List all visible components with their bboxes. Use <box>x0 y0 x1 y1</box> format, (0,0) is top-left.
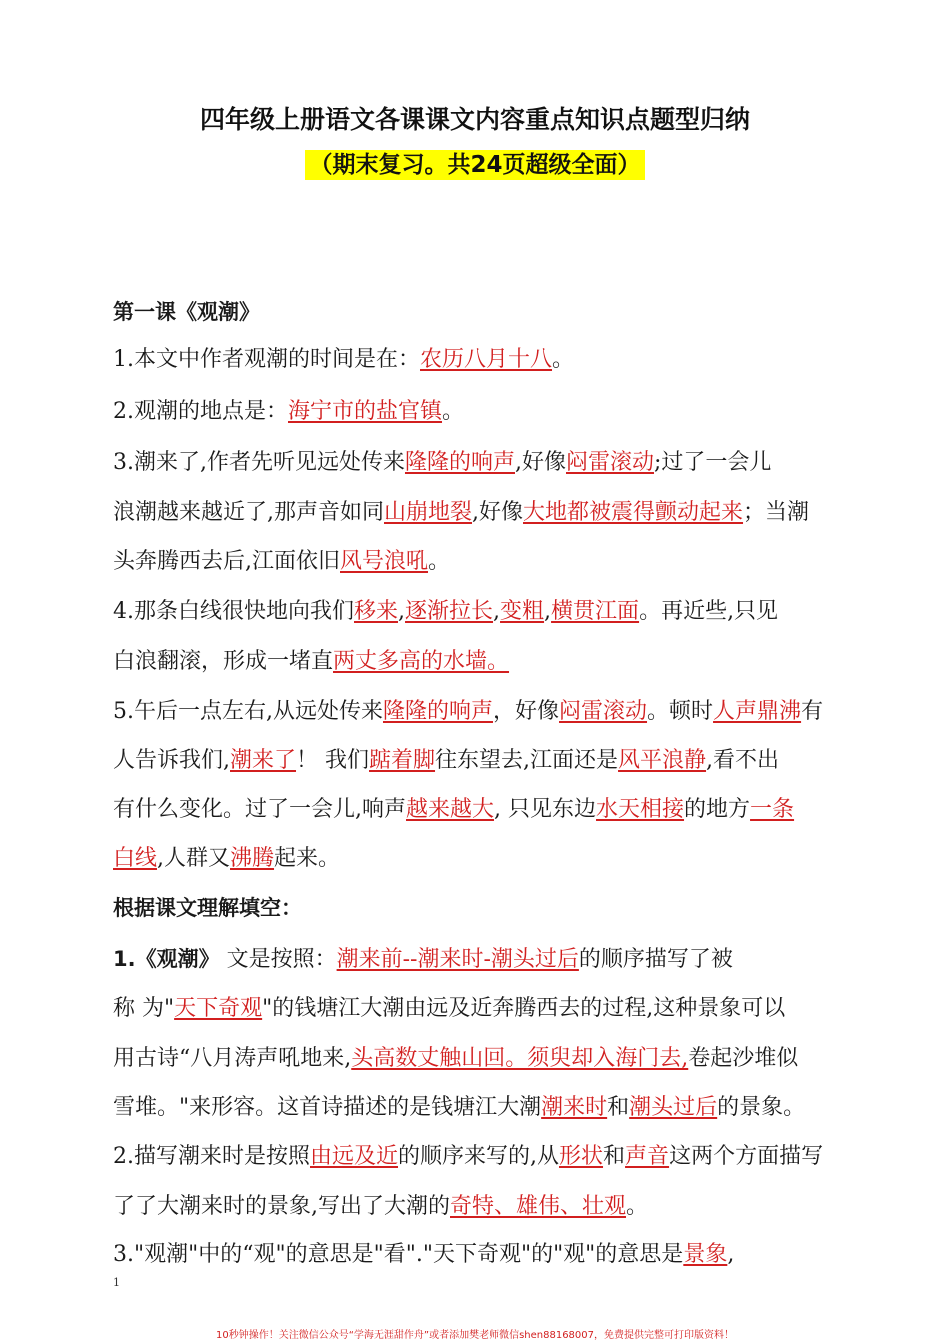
text-line <box>113 1192 648 1222</box>
text-line <box>113 697 823 727</box>
text-segment: 。再近些,只见 <box>639 599 779 624</box>
text-segment: 1.本文中作者观潮的时间是在： <box>113 347 420 372</box>
answer-blank: 白线 <box>113 846 158 871</box>
text-line <box>113 844 340 874</box>
answer-blank: 移来 <box>354 599 399 624</box>
text-segment: 白浪翻滚，形成一堵直 <box>113 649 334 674</box>
text-line <box>113 1142 823 1172</box>
text-segment: 的景象。 <box>717 1095 806 1120</box>
answer-blank: 由远及近 <box>310 1144 399 1169</box>
text-segment: ,人群又 <box>157 846 231 871</box>
answer-blank: 一条 <box>750 797 795 822</box>
answer-blank: 潮头过后 <box>629 1095 718 1120</box>
text-segment: 往东望去,江面还是 <box>435 748 619 773</box>
answer-blank: 潮来前--潮来时-潮头过后 <box>336 947 579 972</box>
text-segment: 3."观潮"中的“观"的意思是"看"."天下奇观"的"观"的意思是 <box>113 1242 684 1267</box>
answer-blank: 声音 <box>625 1144 670 1169</box>
text-segment: 雪堆。"来形容。这首诗描述的是钱塘江大潮 <box>113 1095 542 1120</box>
answer-blank: 逐渐拉长 <box>405 599 494 624</box>
text-segment: ，好像 <box>493 699 560 724</box>
text-segment: 了了大潮来时的景象,写出了大潮的 <box>113 1194 450 1219</box>
text-segment: , <box>727 1242 735 1267</box>
text-line <box>113 498 809 528</box>
page-number: 1 <box>113 1276 120 1289</box>
text-line <box>113 994 785 1024</box>
answer-blank: 变粗 <box>500 599 545 624</box>
text-segment: 。 <box>626 1194 649 1219</box>
text-segment: , <box>544 599 552 624</box>
answer-blank: 奇特、雄伟、壮观 <box>450 1194 627 1219</box>
answer-blank: 闷雷滚动 <box>566 450 655 475</box>
text-segment: , 只见东边 <box>494 797 597 822</box>
subtitle-highlight: （期末复习。共24页超级全面） <box>305 150 644 180</box>
text-line <box>113 944 733 975</box>
text-segment: 人告诉我们, <box>113 748 230 773</box>
text-line <box>113 1044 798 1074</box>
answer-blank: 两丈多高的水墙。 <box>333 649 510 674</box>
answer-blank: 隆隆的响声 <box>404 450 515 475</box>
text-segment: 的顺序来写的,从 <box>398 1144 560 1169</box>
answer-blank: 潮来时 <box>541 1095 608 1120</box>
text-segment: 的地方 <box>684 797 751 822</box>
text-line <box>113 397 464 427</box>
answer-blank: 海宁市的盐官镇 <box>288 399 443 424</box>
text-segment: 和 <box>603 1144 626 1169</box>
text-segment: 卷起沙堆似 <box>688 1046 799 1071</box>
text-segment: , <box>398 599 406 624</box>
text-line <box>113 746 779 776</box>
answer-blank: 沸腾 <box>230 846 275 871</box>
text-segment: 和 <box>607 1095 630 1120</box>
text-segment: 。顿时 <box>647 699 714 724</box>
question-label: 1.《观潮》 <box>113 947 220 971</box>
section-heading: 根据课文理解填空： <box>113 896 302 920</box>
answer-blank: 踮着脚 <box>369 748 436 773</box>
text-segment: 5.午后一点左右,从远处传来 <box>113 699 383 724</box>
text-line <box>113 547 450 577</box>
lesson-heading: 第一课《观潮》 <box>113 300 260 324</box>
text-segment: ;过了一会儿 <box>654 450 772 475</box>
footer-notice: 10秒钟操作！关注微信公众号“学海无涯甜作舟”或者添加樊老师微信shen88168007，免费提供完整可打印版资料！ <box>215 1330 735 1341</box>
document-title: 四年级上册语文各课课文内容重点知识点题型归纳 <box>199 105 750 134</box>
text-segment: 这两个方面描写 <box>669 1144 824 1169</box>
answer-blank: 横贯江面 <box>551 599 640 624</box>
text-segment: 有 <box>801 699 824 724</box>
answer-blank: 水天相接 <box>596 797 685 822</box>
text-segment: "的钱塘江大潮由远及近奔腾西去的过程,这种景象可以 <box>262 996 786 1021</box>
text-segment: 。 <box>442 399 465 424</box>
text-line <box>113 345 574 375</box>
text-line <box>113 597 778 627</box>
answer-blank: 潮来了 <box>230 748 297 773</box>
text-segment: 用古诗“八月涛声吼地来, <box>113 1046 352 1071</box>
text-segment: 头奔腾西去后,江面依旧 <box>113 549 340 574</box>
text-segment: 。 <box>552 347 575 372</box>
text-segment: ！ 我们 <box>296 748 370 773</box>
answer-blank: 风平浪静 <box>618 748 707 773</box>
answer-blank: 大地都被震得颤动起来 <box>523 500 744 525</box>
answer-blank: 山崩地裂 <box>384 500 473 525</box>
answer-blank: 天下奇观 <box>174 996 263 1021</box>
text-line <box>113 647 509 677</box>
text-segment: 2.观潮的地点是： <box>113 399 288 424</box>
text-segment: 浪潮越来越近了,那声音如同 <box>113 500 384 525</box>
answer-blank: 农历八月十八 <box>420 347 553 372</box>
text-segment: 的顺序描写了被 <box>578 947 733 972</box>
text-segment: 2.描写潮来时是按照 <box>113 1144 310 1169</box>
answer-blank: 隆隆的响声 <box>382 699 493 724</box>
text-segment: ,好像 <box>515 450 566 475</box>
document-subtitle <box>0 146 950 179</box>
text-segment: 称 为" <box>113 996 175 1021</box>
answer-blank: 闷雷滚动 <box>559 699 648 724</box>
answer-blank: 形状 <box>559 1144 604 1169</box>
text-segment: 有什么变化。过了一会儿,响声 <box>113 797 406 822</box>
text-segment: 4.那条白线很快地向我们 <box>113 599 354 624</box>
text-segment: ,看不出 <box>706 748 780 773</box>
text-line <box>113 1093 805 1123</box>
answer-blank: 风号浪吼 <box>340 549 429 574</box>
answer-blank: 人声鼎沸 <box>713 699 802 724</box>
answer-blank: 头高数丈触山回。须臾却入海门去, <box>351 1046 689 1071</box>
text-line <box>113 448 771 478</box>
text-segment: 文是按照： <box>219 947 337 972</box>
text-segment: , <box>493 599 501 624</box>
text-line <box>113 1240 734 1270</box>
text-segment: 起来。 <box>274 846 341 871</box>
text-segment: ；当潮 <box>743 500 810 525</box>
answer-blank: 越来越大 <box>406 797 495 822</box>
text-segment: ,好像 <box>472 500 524 525</box>
answer-blank: 景象 <box>683 1242 728 1267</box>
text-line <box>113 795 794 825</box>
text-segment: 3.潮来了,作者先听见远处传来 <box>113 450 405 475</box>
text-segment: 。 <box>428 549 451 574</box>
